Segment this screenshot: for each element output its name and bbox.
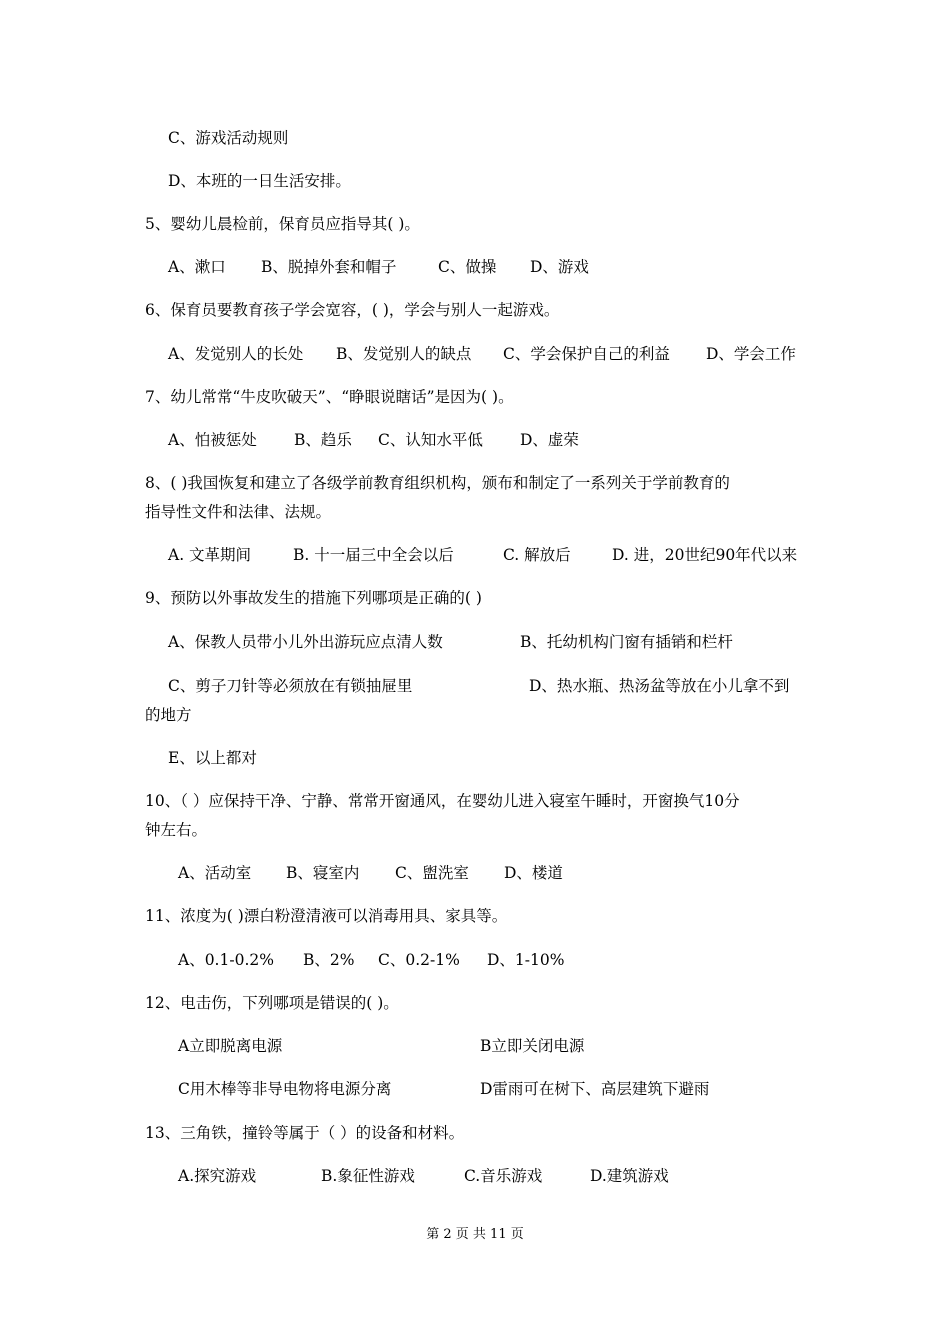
q7-option-d: D、虚荣 xyxy=(520,431,579,449)
q5-option-b: B、脱掉外套和帽子 xyxy=(261,258,397,276)
q12-option-d: D雷雨可在树下、高层建筑下避雨 xyxy=(480,1080,710,1098)
question-9: 9、预防以外事故发生的措施下列哪项是正确的( ) xyxy=(145,589,482,607)
q8-option-b: B. 十一届三中全会以后 xyxy=(293,546,454,564)
q12-option-c: C用木棒等非导电物将电源分离 xyxy=(178,1080,392,1098)
q5-option-a: A、漱口 xyxy=(168,258,226,276)
question-11: 11、浓度为( )漂白粉澄清液可以消毒用具、家具等。 xyxy=(145,907,508,925)
q6-option-d: D、学会工作 xyxy=(706,345,796,363)
question-12: 12、电击伤，下列哪项是错误的( )。 xyxy=(145,994,399,1012)
q10-option-d: D、楼道 xyxy=(504,864,563,882)
q13-option-c: C.音乐游戏 xyxy=(464,1167,543,1185)
question-10-line-1: 10、（ ）应保持干净、宁静、常常开窗通风，在婴幼儿进入寝室午睡时，开窗换气10分 xyxy=(145,792,740,810)
q12-option-b: B立即关闭电源 xyxy=(480,1037,585,1055)
q10-option-a: A、活动室 xyxy=(178,864,252,882)
q7-option-a: A、怕被惩处 xyxy=(168,431,257,449)
q6-option-b: B、发觉别人的缺点 xyxy=(336,345,472,363)
q9-option-b: B、托幼机构门窗有插销和栏杆 xyxy=(520,633,733,651)
question-6: 6、保育员要教育孩子学会宽容，( )，学会与别人一起游戏。 xyxy=(145,301,560,319)
question-8-line-2: 指导性文件和法律、法规。 xyxy=(145,503,332,521)
q5-option-c: C、做操 xyxy=(438,258,497,276)
q8-option-d: D. 进，20世纪90年代以来 xyxy=(612,546,798,564)
q7-option-b: B、趋乐 xyxy=(294,431,352,449)
q11-option-a: A、0.1-0.2% xyxy=(178,951,274,969)
question-10-line-2: 钟左右。 xyxy=(145,821,208,839)
q11-option-b: B、2% xyxy=(303,951,355,969)
q4-option-d: D、本班的一日生活安排。 xyxy=(168,172,351,190)
q5-option-d: D、游戏 xyxy=(530,258,589,276)
q13-option-d: D.建筑游戏 xyxy=(590,1167,669,1185)
q10-option-b: B、寝室内 xyxy=(286,864,360,882)
q7-option-c: C、认知水平低 xyxy=(378,431,483,449)
q11-option-c: C、0.2-1% xyxy=(378,951,460,969)
q9-option-d: D、热水瓶、热汤盆等放在小儿拿不到 xyxy=(529,677,790,695)
q13-option-a: A.探究游戏 xyxy=(178,1167,257,1185)
q8-option-c: C. 解放后 xyxy=(503,546,571,564)
q9-option-c: C、剪子刀针等必须放在有锁抽屉里 xyxy=(168,677,413,695)
q9-option-e: E、以上都对 xyxy=(168,749,257,767)
q8-option-a: A. 文革期间 xyxy=(168,546,252,564)
q6-option-a: A、发觉别人的长处 xyxy=(168,345,304,363)
q10-option-c: C、盥洗室 xyxy=(395,864,469,882)
question-7: 7、幼儿常常“牛皮吹破天”、“睁眼说瞎话”是因为( )。 xyxy=(145,388,514,406)
q11-option-d: D、1-10% xyxy=(487,951,565,969)
q9-option-d-continued: 的地方 xyxy=(145,706,192,724)
q6-option-c: C、学会保护自己的利益 xyxy=(503,345,670,363)
q9-option-a: A、保教人员带小儿外出游玩应点清人数 xyxy=(168,633,443,651)
question-5: 5、婴幼儿晨检前，保育员应指导其( )。 xyxy=(145,215,420,233)
q12-option-a: A立即脱离电源 xyxy=(178,1037,283,1055)
q13-option-b: B.象征性游戏 xyxy=(321,1167,415,1185)
page-footer: 第 2 页 共 11 页 xyxy=(426,1227,524,1242)
question-8-line-1: 8、( )我国恢复和建立了各级学前教育组织机构，颁布和制定了一系列关于学前教育的 xyxy=(145,474,730,492)
question-13: 13、三角铁，撞铃等属于（ ）的设备和材料。 xyxy=(145,1124,465,1142)
q4-option-c: C、游戏活动规则 xyxy=(168,129,289,147)
